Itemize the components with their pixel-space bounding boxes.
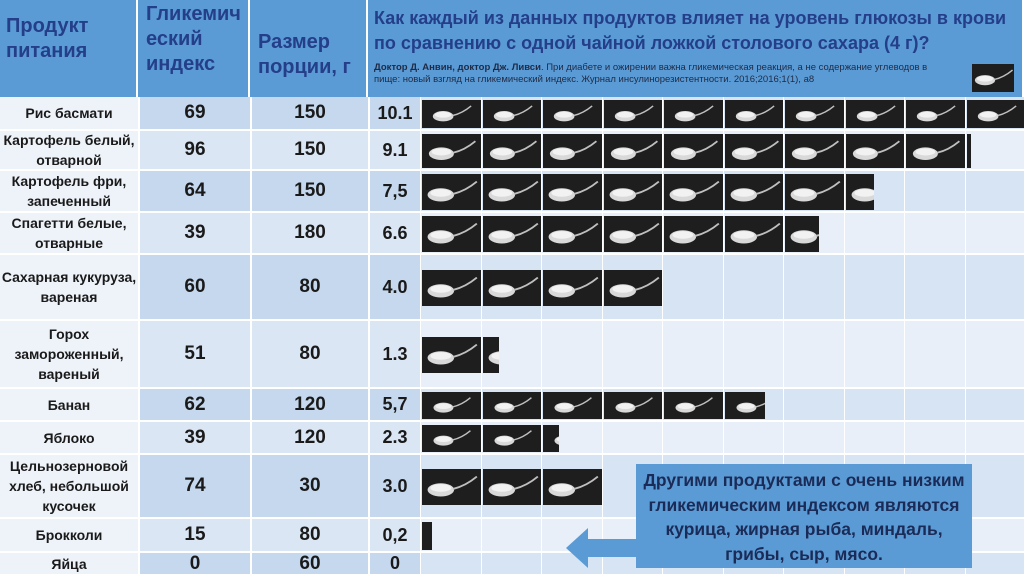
teaspoon-icon [483, 216, 542, 252]
teaspoon-icon [967, 100, 1024, 128]
row-teaspoons: 3.0 [368, 455, 420, 517]
teaspoon-icon [604, 134, 663, 168]
teaspoon-icon [846, 100, 905, 128]
teaspoon-icon [422, 337, 481, 373]
row-gi: 64 [138, 171, 250, 211]
teaspoon-icon [906, 100, 965, 128]
teaspoon-icon [543, 174, 602, 210]
teaspoon-icon [664, 216, 723, 252]
row-name: Горох замороженный, вареный [0, 321, 138, 387]
table-row [0, 213, 1024, 255]
teaspoon-icon [604, 270, 663, 306]
reference-authors: Доктор Д. Анвин, доктор Дж. Ливси [374, 62, 541, 73]
teaspoon-icon [483, 100, 542, 128]
teaspoon-icon [422, 100, 481, 128]
teaspoon-icon [422, 425, 481, 452]
grid-line [420, 97, 421, 576]
teaspoon-icon [664, 174, 723, 210]
row-portion: 150 [250, 131, 368, 169]
teaspoon-icon [543, 425, 559, 452]
row-portion: 30 [250, 455, 368, 517]
row-portion: 120 [250, 389, 368, 420]
header-product-label: Продукт питания [6, 15, 89, 62]
row-portion: 80 [250, 519, 368, 551]
row-gi: 51 [138, 321, 250, 387]
teaspoon-icon [543, 216, 602, 252]
teaspoon-icon [725, 216, 784, 252]
reference [374, 62, 944, 86]
teaspoon-icon [785, 134, 844, 168]
table-row [0, 131, 1024, 171]
row-portion: 180 [250, 213, 368, 253]
row-name: Спагетти белые, отварные [0, 213, 138, 253]
table-row [0, 422, 1024, 455]
row-gi: 15 [138, 519, 250, 551]
chart-title: Как каждый из данных продуктов влияет на уровень глюкозы в крови по сравнению с одной чайной ложкой столового сахара (4 г)? [374, 8, 1007, 53]
row-name: Рис басмати [0, 97, 138, 129]
row-name: Яблоко [0, 422, 138, 453]
teaspoon-icon [604, 216, 663, 252]
teaspoon-icon [664, 392, 723, 419]
teaspoon-icon [422, 270, 481, 306]
table-row [0, 321, 1024, 389]
header-gi-line-2: еский [146, 28, 203, 50]
row-name: Картофель фри, запеченный [0, 171, 138, 211]
teaspoon-icon [785, 216, 819, 252]
grid-line [481, 97, 482, 576]
teaspoon-icon [543, 392, 602, 419]
teaspoon-icon [483, 469, 542, 505]
row-gi: 60 [138, 255, 250, 319]
table-row [0, 255, 1024, 321]
row-portion: 120 [250, 422, 368, 453]
teaspoon-icon [785, 174, 844, 210]
teaspoon-icon [483, 337, 499, 373]
teaspoon-icon [604, 100, 663, 128]
row-portion: 80 [250, 321, 368, 387]
row-teaspoons: 0 [368, 553, 420, 574]
row-name: Брокколи [0, 519, 138, 551]
grid-line [541, 97, 542, 576]
header-portion-line-1: Размер [258, 31, 331, 53]
teaspoon-icon [422, 469, 481, 505]
header-portion [250, 0, 368, 97]
teaspoon-icon [543, 469, 602, 505]
row-portion: 80 [250, 255, 368, 319]
teaspoon-icon [543, 134, 602, 168]
arrow-left-icon [566, 526, 638, 570]
teaspoon-icon [846, 134, 905, 168]
header-gi-line-3: индекс [146, 53, 216, 75]
teaspoon-icon [422, 522, 432, 550]
row-name: Банан [0, 389, 138, 420]
header-gi-line-1: Гликемич [146, 3, 241, 25]
teaspoon-icon [483, 174, 542, 210]
row-portion: 150 [250, 97, 368, 129]
teaspoon-icon [483, 392, 542, 419]
reference-text: . При диабете и ожирении важна гликемическая реакция, а не содержание углеводов в пище: новый взгляд на гликемический индекс. Журнал инсулинорезистентности. 2016;2016;1(1), a8 [374, 62, 928, 85]
teaspoon-icon [604, 392, 663, 419]
teaspoon-icon [846, 174, 874, 210]
note-box: Другими продуктами с очень низким гликемическим индексом являются курица, жирная рыба, миндаль, грибы, сыр, мясо. [636, 464, 972, 568]
row-gi: 62 [138, 389, 250, 420]
row-portion: 150 [250, 171, 368, 211]
row-gi: 96 [138, 131, 250, 169]
teaspoon-icon [785, 100, 844, 128]
table-row [0, 97, 1024, 131]
row-name: Цельнозерновой хлеб, небольшой кусочек [0, 455, 138, 517]
header-portion-line-2: порции, г [258, 56, 351, 78]
teaspoon-icon [543, 270, 602, 306]
row-teaspoons: 5,7 [368, 389, 420, 420]
row-gi: 69 [138, 97, 250, 129]
row-teaspoons: 4.0 [368, 255, 420, 319]
row-gi: 39 [138, 213, 250, 253]
table-row [0, 389, 1024, 422]
teaspoon-icon [725, 174, 784, 210]
row-teaspoons: 1.3 [368, 321, 420, 387]
header-question [368, 0, 1024, 97]
row-gi: 0 [138, 553, 250, 574]
teaspoon-icon [725, 100, 784, 128]
teaspoon-icon [422, 174, 481, 210]
teaspoon-icon [664, 100, 723, 128]
teaspoon-icon [664, 134, 723, 168]
teaspoon-icon [483, 134, 542, 168]
teaspoon-of-sugar-icon [972, 64, 1014, 92]
row-teaspoons: 9.1 [368, 131, 420, 169]
teaspoon-icon [422, 134, 481, 168]
header-product [0, 0, 138, 97]
row-name: Картофель белый, отварной [0, 131, 138, 169]
teaspoon-icon [604, 174, 663, 210]
teaspoon-icon [422, 216, 481, 252]
teaspoon-icon [725, 392, 765, 419]
grid-line [602, 97, 603, 576]
row-name: Сахарная кукуруза, вареная [0, 255, 138, 319]
teaspoon-icon [906, 134, 965, 168]
row-gi: 74 [138, 455, 250, 517]
teaspoon-icon [543, 100, 602, 128]
row-teaspoons: 10.1 [368, 97, 420, 129]
row-name: Яйца [0, 553, 138, 574]
table-row [0, 171, 1024, 213]
teaspoon-icon [725, 134, 784, 168]
row-gi: 39 [138, 422, 250, 453]
row-portion: 60 [250, 553, 368, 574]
teaspoon-icon [483, 425, 542, 452]
row-teaspoons: 7,5 [368, 171, 420, 211]
header-gi [138, 0, 250, 97]
teaspoon-icon [967, 134, 971, 168]
row-teaspoons: 6.6 [368, 213, 420, 253]
teaspoon-icon [422, 392, 481, 419]
teaspoon-icon [483, 270, 542, 306]
row-teaspoons: 0,2 [368, 519, 420, 551]
row-teaspoons: 2.3 [368, 422, 420, 453]
